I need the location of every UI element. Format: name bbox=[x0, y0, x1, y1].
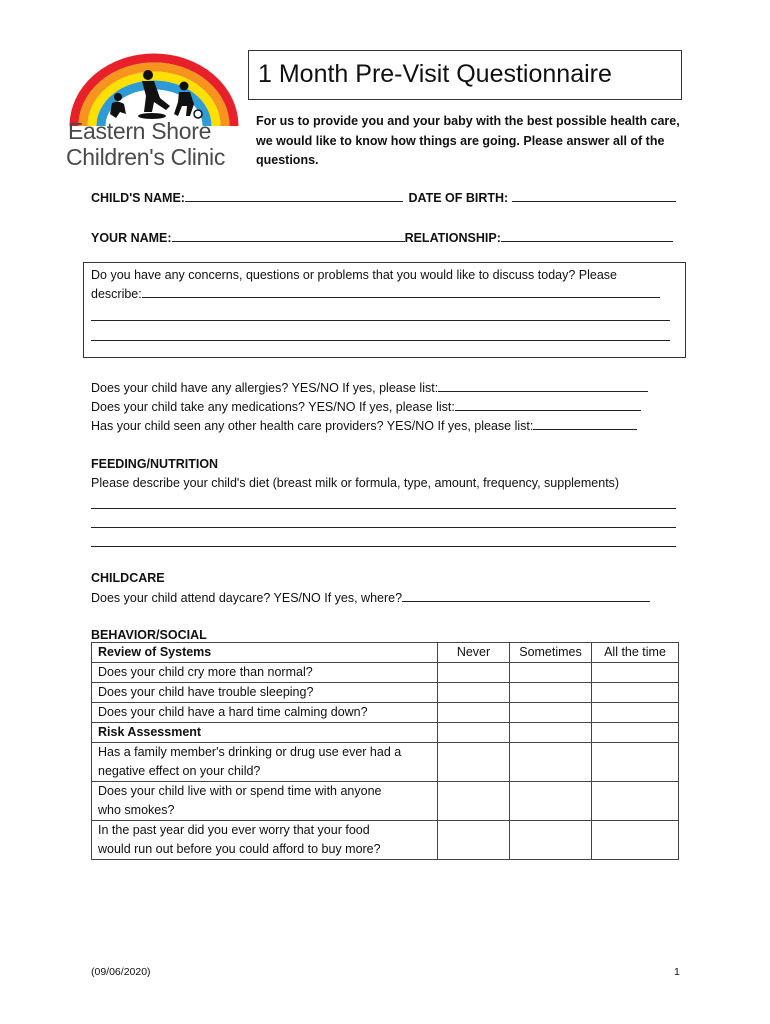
review-question: Does your child cry more than normal? bbox=[92, 663, 438, 683]
table-row bbox=[92, 782, 679, 821]
page-title: 1 Month Pre-Visit Questionnaire bbox=[258, 60, 612, 88]
answer-never-cell[interactable] bbox=[438, 663, 510, 683]
concerns-field-1[interactable] bbox=[142, 285, 660, 298]
childcare-row bbox=[91, 589, 650, 608]
concerns-describe-label: describe: bbox=[91, 287, 142, 301]
risk-question bbox=[92, 821, 438, 860]
risk-question-line: who smokes? bbox=[98, 803, 175, 817]
feeding-field-1[interactable] bbox=[91, 508, 676, 509]
your-name-field[interactable] bbox=[172, 229, 405, 242]
answer-sometimes-cell[interactable] bbox=[510, 821, 592, 860]
review-question: Does your child have trouble sleeping? bbox=[92, 683, 438, 703]
answer-all-the-time-cell bbox=[592, 723, 679, 743]
answer-sometimes-cell[interactable] bbox=[510, 743, 592, 782]
risk-question-line: Does your child live with or spend time with anyone bbox=[98, 784, 382, 798]
review-heading: Review of Systems bbox=[92, 643, 438, 663]
answer-never-cell[interactable] bbox=[438, 821, 510, 860]
concerns-field-3[interactable] bbox=[91, 340, 670, 341]
answer-never-cell[interactable] bbox=[438, 782, 510, 821]
dob-label: DATE OF BIRTH: bbox=[408, 191, 509, 205]
review-question: Does your child have a hard time calming down? bbox=[92, 703, 438, 723]
answer-sometimes-cell bbox=[510, 723, 592, 743]
risk-question bbox=[92, 743, 438, 782]
feeding-prompt: Please describe your child's diet (breast milk or formula, type, amount, frequency, supplements) bbox=[91, 476, 620, 490]
allergies-question: Does your child have any allergies? YES/NO If yes, please list: bbox=[91, 381, 439, 395]
child-name-field[interactable] bbox=[185, 189, 403, 202]
childcare-heading: CHILDCARE bbox=[91, 571, 165, 585]
answer-sometimes-cell[interactable] bbox=[510, 703, 592, 723]
table-row bbox=[92, 663, 679, 683]
answer-sometimes-cell[interactable] bbox=[510, 663, 592, 683]
your-name-label: YOUR NAME: bbox=[91, 231, 172, 245]
table-row bbox=[92, 821, 679, 860]
risk-question-line: negative effect on your child? bbox=[98, 764, 261, 778]
answer-all-the-time-cell[interactable] bbox=[592, 683, 679, 703]
providers-field[interactable] bbox=[533, 417, 637, 430]
answer-sometimes-cell[interactable] bbox=[510, 782, 592, 821]
your-name-row bbox=[91, 229, 673, 248]
logo-text-line1: Eastern Shore bbox=[68, 118, 212, 144]
concerns-question: Do you have any concerns, questions or problems that you would like to discuss today? Please bbox=[91, 268, 617, 282]
allergies-row bbox=[91, 379, 648, 398]
allergies-field[interactable] bbox=[438, 379, 648, 392]
answer-all-the-time-cell[interactable] bbox=[592, 743, 679, 782]
answer-sometimes-cell[interactable] bbox=[510, 683, 592, 703]
logo-text-line2: Children's Clinic bbox=[66, 144, 226, 170]
table-row bbox=[92, 683, 679, 703]
behavior-heading: BEHAVIOR/SOCIAL bbox=[91, 628, 207, 642]
relationship-label: RELATIONSHIP: bbox=[404, 231, 501, 245]
answer-never-cell bbox=[438, 723, 510, 743]
concerns-field-2[interactable] bbox=[91, 320, 670, 321]
childcare-field[interactable] bbox=[402, 589, 650, 602]
clinic-logo bbox=[66, 48, 242, 178]
answer-all-the-time-cell[interactable] bbox=[592, 663, 679, 683]
table-row bbox=[92, 703, 679, 723]
feeding-field-2[interactable] bbox=[91, 527, 676, 528]
dob-field[interactable] bbox=[512, 189, 676, 202]
medications-question: Does your child take any medications? YES/NO If yes, please list: bbox=[91, 400, 455, 414]
answer-all-the-time-cell[interactable] bbox=[592, 703, 679, 723]
column-sometimes: Sometimes bbox=[510, 643, 592, 663]
childcare-prompt: Does your child attend daycare? YES/NO If yes, where? bbox=[91, 591, 403, 605]
column-never: Never bbox=[438, 643, 510, 663]
feeding-heading: FEEDING/NUTRITION bbox=[91, 457, 219, 471]
answer-never-cell[interactable] bbox=[438, 683, 510, 703]
risk-question-line: would run out before you could afford to buy more? bbox=[98, 842, 381, 856]
table-row bbox=[92, 643, 679, 663]
table-row bbox=[92, 723, 679, 743]
concerns-describe-row bbox=[91, 285, 660, 304]
column-all-the-time: All the time bbox=[592, 643, 679, 663]
risk-question-line: In the past year did you ever worry that your food bbox=[98, 823, 370, 837]
page-number: 1 bbox=[674, 966, 680, 978]
relationship-field[interactable] bbox=[501, 229, 673, 242]
answer-all-the-time-cell[interactable] bbox=[592, 821, 679, 860]
child-name-label: CHILD'S NAME: bbox=[91, 191, 185, 205]
table-row bbox=[92, 743, 679, 782]
medications-field[interactable] bbox=[455, 398, 641, 411]
child-name-row bbox=[91, 189, 676, 208]
answer-never-cell[interactable] bbox=[438, 703, 510, 723]
footer-date: (09/06/2020) bbox=[91, 966, 151, 978]
medications-row bbox=[91, 398, 641, 417]
answer-never-cell[interactable] bbox=[438, 743, 510, 782]
providers-question: Has your child seen any other health care providers? YES/NO If yes, please list: bbox=[91, 419, 534, 433]
risk-question bbox=[92, 782, 438, 821]
risk-heading: Risk Assessment bbox=[92, 723, 438, 743]
feeding-field-3[interactable] bbox=[91, 546, 676, 547]
answer-all-the-time-cell[interactable] bbox=[592, 782, 679, 821]
intro-text: For us to provide you and your baby with the best possible health care, we would like to know how things are going. Please answer all of the questions. bbox=[256, 114, 680, 167]
risk-question-line: Has a family member's drinking or drug use ever had a bbox=[98, 745, 402, 759]
behavior-table bbox=[91, 642, 679, 860]
providers-row bbox=[91, 417, 637, 436]
